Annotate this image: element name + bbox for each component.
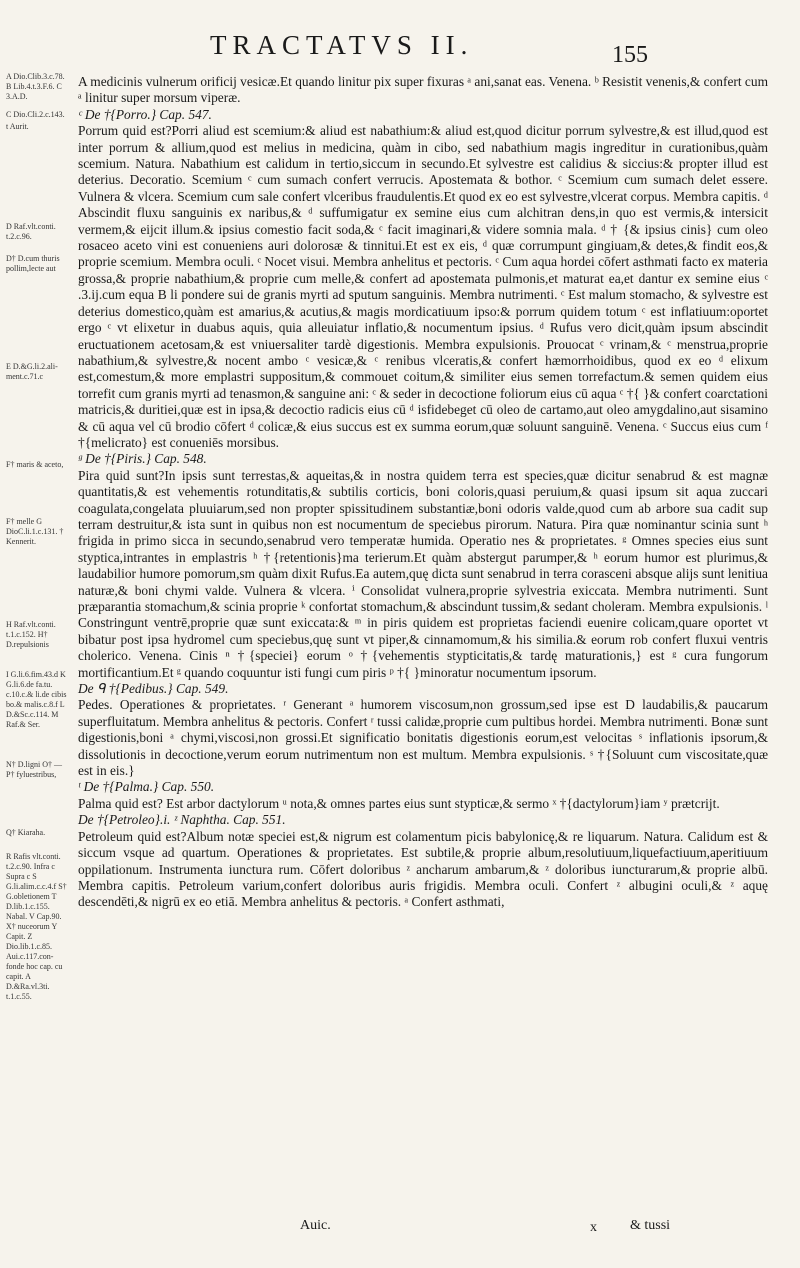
chapter-heading: ᵍ De †{Piris.} Cap. 548. (78, 451, 207, 467)
catchword-left: Auic. (300, 1218, 331, 1233)
main-text (78, 74, 768, 911)
running-title: TRACTATVS II. (210, 30, 474, 60)
paragraph: Palma quid est? Est arbor dactylorum ᵘ nota,& omnes partes eius sunt stypticæ,& sermo ˣ †{dactylorum}iam ʸ prætcrijt. (78, 795, 720, 811)
paragraph: A medicinis vulnerum orificij vesicæ.Et quando linitur pix super fixuras ᵃ ani,sanat eas. Venena. ᵇ Resistit venenis,& confert cum ᵃ linitur super morsum viperæ. (78, 74, 768, 106)
margin-note: D† D.cum thuris pollim,lecte aut (6, 254, 60, 273)
margin-note: H Raf.vlt.conti. t.1.c.152. H† D.repulsionis (6, 620, 56, 649)
signature-mark: x (590, 1220, 597, 1235)
chapter-heading: ᶜ De †{Porro.} Cap. 547. (78, 106, 212, 122)
margin-note: F† maris & aceto, (6, 460, 64, 469)
margin-note: R Rafis vlt.conti. t.2.c.90. Infra c Supra c S G.li.alim.c.c.4.f S† G.obletionem T D.lib.1.c.155. Nabal. V Cap.90. X† nuceorum Y Capit. Z Dio.lib.1.c.85. Aui.c.117.con- fonde hoc cap. cu capit. A D.&Ra.vl.3ti. t.1.c.55. (6, 852, 67, 1001)
chapter-heading: ᵗ De †{Palma.} Cap. 550. (78, 779, 215, 795)
margin-note: t Aurit. (6, 122, 29, 131)
margin-note: N† D.ligni O† — P† fyluestribus, (6, 760, 62, 779)
margin-note: I G.li.6.fim.43.d K G.li.6.de fa.tu. c.10.c.& li.de cibis bo.& malis.c.8.f L D.&Sc.c.114. M Raf.& Ser. (6, 670, 67, 729)
chapter-heading: De ᑫ †{Pedibus.} Cap. 549. (78, 681, 229, 697)
page-footer (300, 1218, 720, 1238)
margin-note: F† melle G DioC.li.1.c.131. † Kennerit. (6, 517, 64, 546)
page-number: 155 (612, 42, 648, 68)
margin-note: A Dio.Clib.3.c.78. B Lib.4.t.3.F.6. C 3.A.D. (6, 72, 65, 101)
margin-note: D Raf.vlt.conti. t.2.c.96. (6, 222, 56, 241)
margin-note: C Dio.Cli.2.c.143. (6, 110, 65, 119)
paragraph: Porrum quid est?Porri aliud est scemium:& aliud est nabathium:& aliud est,quod dicitur porrum sylvestre,& est illud,quod est inter porrum & allium,quod est melius in medicina, quàm in cibo, sed nabathium magis ingreditur in curationibus,quàm scemium. Natura. Nabathium est calidum in tertio,siccum in secundo.Et sylvestre est calidius & siccius:& propter illud est deterius. Decoratio. Scemium ᶜ cum sumach confert verrucis. Apostemata & bothor. ᶜ Scemium cum sumach delet essere. Vulnera & vlcera. Scemium cum sale confert vlceribus fraudulentis.Et quod ex eo est sylvestre,vlcerat corpus. Membra capitis. ᵈ Abscindit fluxu sanguinis ex naribus,& ᵈ suffumigatur ex semine eius cum alchitran dens,in quo est vermis,& intersicit vermem,& eijcit illum.& ipsius comestio facit soda,& ᶜ facit imaginari,& videre somnia mala. ᵈ † {& ipsius cinis} cum oleo rosaceo aceto vini est conueniens auri dolorosæ & tinnitui.Et est ex eis, ᵈ quæ corrumpunt gingiuam,& detes,& findit eos,& proprie scemium. Membra oculi. ᶜ Nocet visui. Membra anhelitus et pectoris. ᶜ Cum aqua hordei cōfert asthmati facto ex materia grossa,& proprie nabathium,& proprie cum melle,& confert ad apostemata pulmonis,et maturat ea,et dantur ex semine eius ᶜ .3.ij.cum equa B li pondere sui de granis myrti ad sputum sanguinis. Membra nutrimenti. ᶜ Est malum stomacho, & sylvestre est deterius domestico,quàm est amarius,& acutius,& magis mordicatiuum ipso:& porrum quidem totum ᶜ est inflatiuum:oportet ergo ᶜ vt elixetur in duabus aquis, quia alleuiatur inflatio,& nocumentum ipsius. ᵈ Rufus vero dicit,quàm ipsum abscindit eructuationem acetosam,& est vniuersaliter tardè digestionis. Membra expulsionis. Prouocat ᶜ vrinam,& ᶜ menstrua,proprie nabathium,& sylvestre,& nocent ambo ᶜ vesicæ,& ᶜ renibus vlceratis,& confert hæmorrhoidibus, quod ex eo ᵈ elixum est,comestum,& more emplastri suppositum,& commouet coitum,& similiter eius semen torrefactum.& semen quidem eius torrefit cum granis myrti ad tenasmon,& sanguine ani: ᶜ & seder in decoctione foliorum eius cū aqua ᶜ †{ }& confert coarctationi matricis,& duritiei,quæ est in ipsa,& decoctio radicis eius cū ᵈ isfidebeget cū oleo de cartamo,aut oleo amygdalino,aut sisamino & cū aqua vel cū brodio cōfert ᵈ colicæ,& eius succus est ex summa eorum,quæ soluunt sanguinē. Venena. ᶜ Succus eius cum ᶠ †{melicrato} est conueniēs morsibus. (78, 123, 768, 450)
page-header (0, 30, 800, 70)
margin-note: E D.&G.li.2.ali-ment.c.71.c (6, 362, 58, 381)
margin-note: Q† Kiaraha. (6, 828, 46, 837)
catchword-right: & tussi (630, 1218, 671, 1233)
chapter-heading: De †{Petroleo}.i. ᶻ Naphtha. Cap. 551. (78, 812, 286, 828)
paragraph: Pedes. Operationes & proprietates. ʳ Generant ᵃ humorem viscosum,non grossum,sed ipse est D laudabilis,& paucarum superfluitatum. Membra anhelitus & pectoris. Confert ʳ tussi calidæ,proprie cum pultibus hordei. Membra nutrimenti. Bonæ sunt digestionis,boni ᵃ chymi,viscosi,non grossi.Et significatio bonitatis digestionis eorum,est velocitas ˢ inflationis ipsorum,& dissolutionis in decoctione,verum eorum nutrimentum non est multum. Membra expulsionis. ˢ †{Soluunt cum viscositate,quæ est in eis.} (78, 697, 768, 779)
margin-notes (6, 72, 70, 1192)
paragraph: Petroleum quid est?Album notæ speciei est,& nigrum est colamentum picis babylonicę,& re liquarum. Natura. Calidum est & siccum vsque ad quartum. Operationes & proprietates. Est subtile,& proprie album,resolutiuum,liquefactiuum,aperitiuum oppilationum. Instrumenta iunctura rum. Cōfert doloribus ᶻ ancharum ambarum,& ᶻ doloribus iuncturarum,& proprie albū. Membra capitis. Petroleum varium,confert doloribus auris frigidis. Membra oculi. Confert ᶻ albugini oculi,& ᶻ aquę descendēti,& nigrū ex eo etiā. Membra anhelitus & pectoris. ᵃ Confert asthmati, (78, 828, 768, 910)
paragraph: Pira quid sunt?In ipsis sunt terrestas,& aqueitas,& in nostra quidem terra est species,quæ dicitur senabrud & est magnæ quantitatis,& est vehementis rotunditatis,& subtilis corticis, boni coloris,quasi peruium,& quasi ipsum sit aqua zuccari coagulata,congelata pluuiarum,sed non propter spissitudinem substantiæ,boni odoris valde,quod cum ab arbore sua cadit sup terram destruitur,& ista sunt in quibus non est nocumentum de speciebus pirorum. Natura. Pira quæ nominantur scinia sunt ʰ frigida in primo sicca in secundo,senabrud vero temperatæ humida. Operatio nes & proprietates. ᵍ Omnes species eius sunt styptica,intrantes in emplastris ʰ †{retentionis}ma terierum.Et quàm abstergut parumper,& ʰ eorum humor est plurimus,& laudabilior humore pomorum,sm quàm dixit Rufus.Ea autem,quę dicta sunt senabrud in terra corasceni absque alijs sunt lenitiua naturæ,& boni chymi valde. Vulnera & vlcera. ⁱ Consolidat vulnera,proprie sylvestria exiccata. Membra nutrimenti. Sunt præparantia stomachum,& scinia proprie ᵏ confortat stomachum,& abscindunt tussim,& sedant choleram. Membra expulsionis. ˡ Constringunt ventrē,proprie quæ sunt exiccata:& ᵐ in piris quidem est proprietas faciendi euenire colicam,quare oportet vt bibatur post ipsa hydromel cum speciebus,quę sunt vt piper,& cinnamomum,& his similia.& eorum rob confert fluxui ventris cholerico. Venena. Cinis ⁿ †{speciei} eorum ᵒ †{vehementis stypticitatis,& tardę maturationis,} est ᵍ cura fungorum mortificantium.Et ᵍ quando coquuntur isti fungi cum piris ᵖ †{ }minoratur nocumentum ipsorum. (78, 467, 768, 680)
